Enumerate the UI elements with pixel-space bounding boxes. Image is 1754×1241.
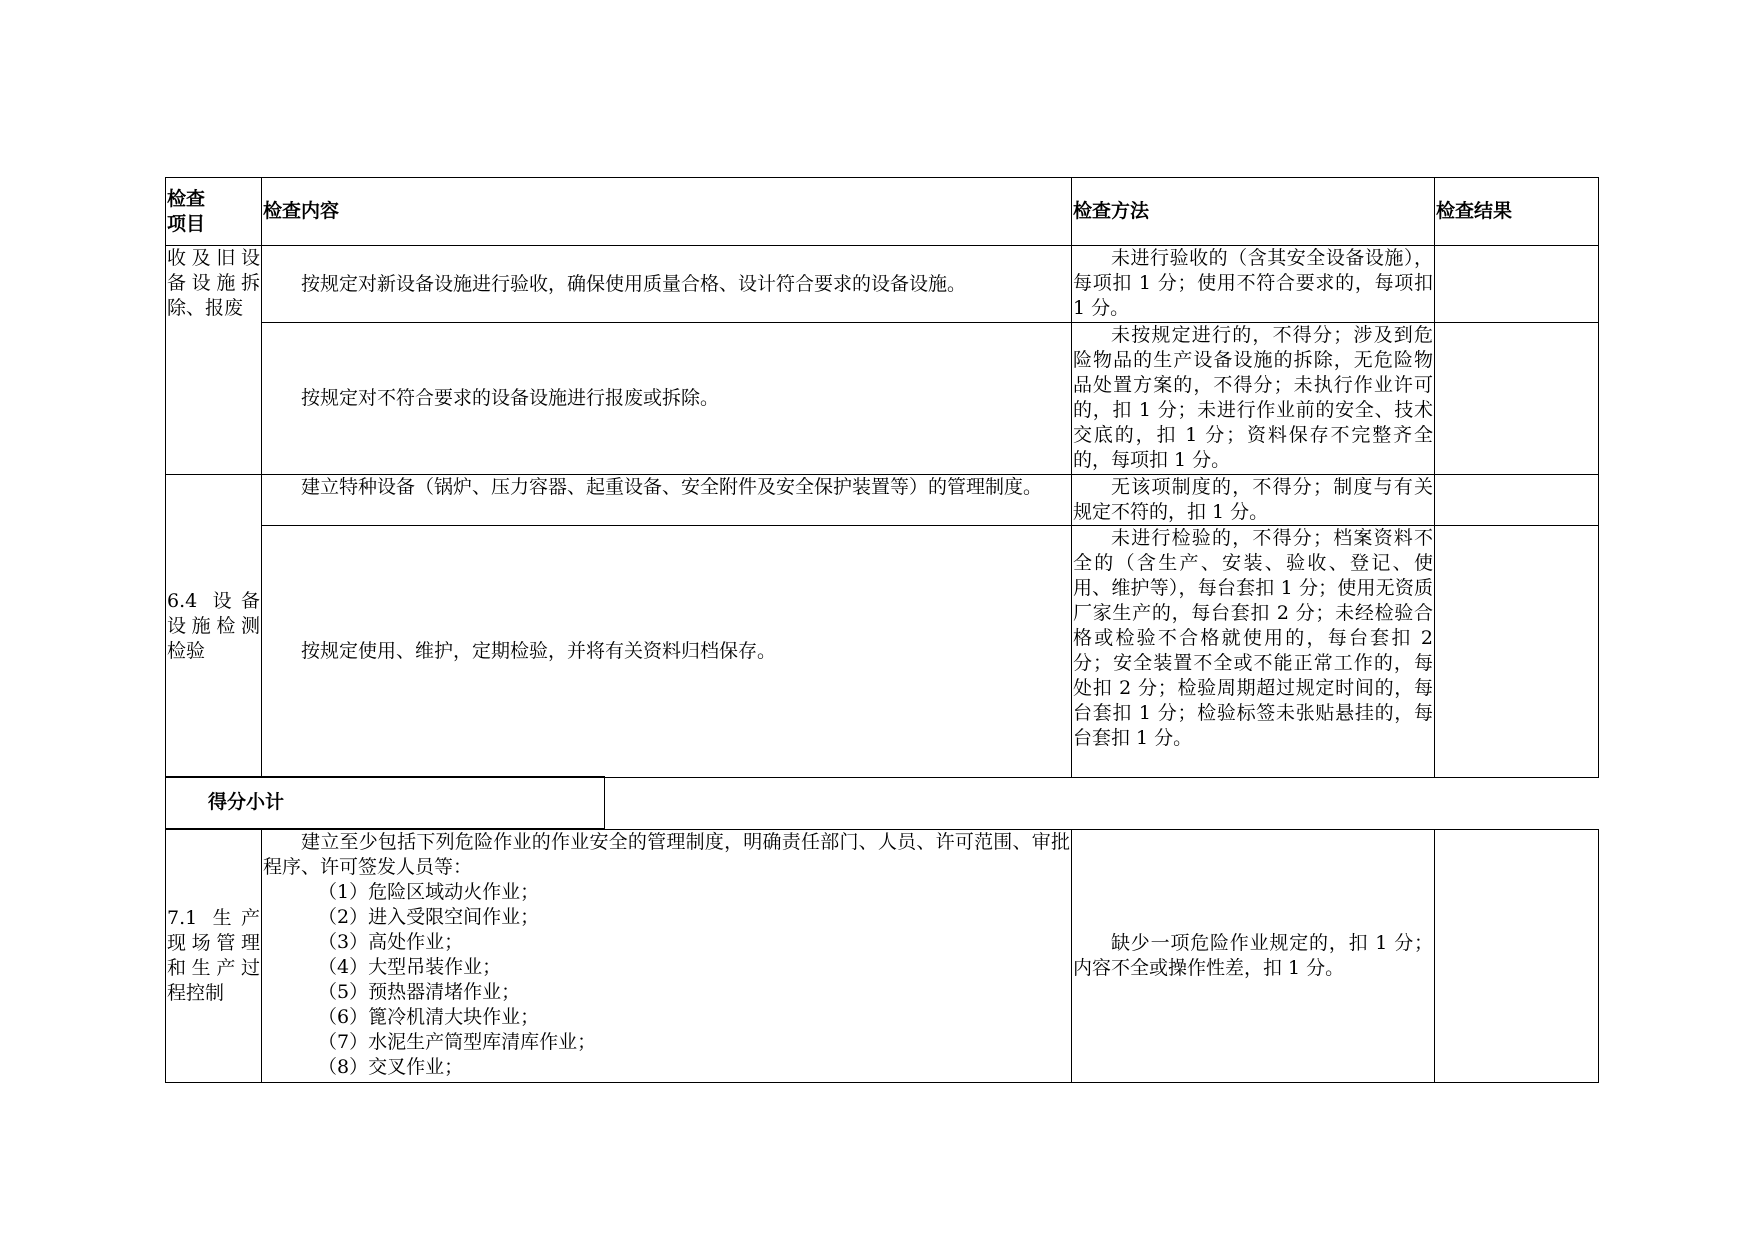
result-cell[interactable] [1435,526,1599,778]
item-cell: 收及旧设备设施拆除、报废 [166,246,262,475]
list-item: （3）高处作业； [318,931,464,953]
table-row [166,526,1599,778]
subtotal-label: 得分小计 [166,777,605,829]
inspection-table-top [165,177,1599,778]
result-cell[interactable] [1435,830,1599,1083]
item-cell: 7.1 生产现场管理和生产过程控制 [166,830,262,1083]
table-header-row [166,178,1599,246]
method-cell: 未进行验收的（含其安全设备设施），每项扣 1 分；使用不符合要求的，每项扣 1 分。 [1072,246,1435,323]
header-item-line2: 项目 [167,212,206,235]
content-intro: 建立至少包括下列危险作业的作业安全的管理制度，明确责任部门、人员、许可范围、审批程序、许可签发人员等： [263,831,1070,878]
item-cell: 6.4 设备设施检测检验 [166,475,262,778]
list-item: （1）危险区域动火作业； [318,881,540,903]
result-cell[interactable] [1435,323,1599,475]
inspection-table-bottom [165,829,1599,1083]
method-cell: 无该项制度的，不得分；制度与有关规定不符的，扣 1 分。 [1072,475,1435,526]
method-cell: 缺少一项危险作业规定的，扣 1 分；内容不全或操作性差，扣 1 分。 [1072,830,1435,1083]
list-item: （8）交叉作业； [318,1056,464,1078]
content-cell: 建立特种设备（锅炉、压力容器、起重设备、安全附件及安全保护装置等）的管理制度。 [262,475,1072,526]
subtotal-row [166,777,605,829]
list-item: （6）篦冷机清大块作业； [318,1006,540,1028]
list-item: （5）预热器清堵作业； [318,981,521,1003]
table-row [166,830,1599,1083]
header-result: 检查结果 [1435,178,1599,246]
result-cell[interactable] [1435,475,1599,526]
list-item: （7）水泥生产筒型库清库作业； [318,1031,597,1053]
table-row [166,323,1599,475]
content-cell: 按规定使用、维护，定期检验，并将有关资料归档保存。 [262,526,1072,778]
list-item: （2）进入受限空间作业； [318,906,540,928]
content-cell: 按规定对不符合要求的设备设施进行报废或拆除。 [262,323,1072,475]
content-cell [262,830,1072,1083]
list-item: （4）大型吊装作业； [318,956,502,978]
method-cell: 未按规定进行的，不得分；涉及到危险物品的生产设备设施的拆除，无危险物品处置方案的，不得分；未执行作业许可的，扣 1 分；未进行作业前的安全、技术交底的，扣 1 分；资料保存不完整齐全的，每项扣 1 分。 [1072,323,1435,475]
header-item-line1: 检查 [167,187,206,210]
method-cell: 未进行检验的，不得分；档案资料不全的（含生产、安装、验收、登记、使用、维护等），每台套扣 1 分；使用无资质厂家生产的，每台套扣 2 分；未经检验合格或检验不合格就使用的，每台套扣 2 分；安全装置不全或不能正常工作的，每处扣 2 分；检验周期超过规定时间的，每台套扣 1 分；检验标签未张贴悬挂的，每台套扣 1 分。 [1072,526,1435,778]
result-cell[interactable] [1435,246,1599,323]
table-row [166,246,1599,323]
content-cell: 按规定对新设备设施进行验收，确保使用质量合格、设计符合要求的设备设施。 [262,246,1072,323]
header-method: 检查方法 [1072,178,1435,246]
table-row [166,475,1599,526]
subtotal-table [165,776,605,829]
header-content: 检查内容 [262,178,1072,246]
header-item [166,178,262,246]
